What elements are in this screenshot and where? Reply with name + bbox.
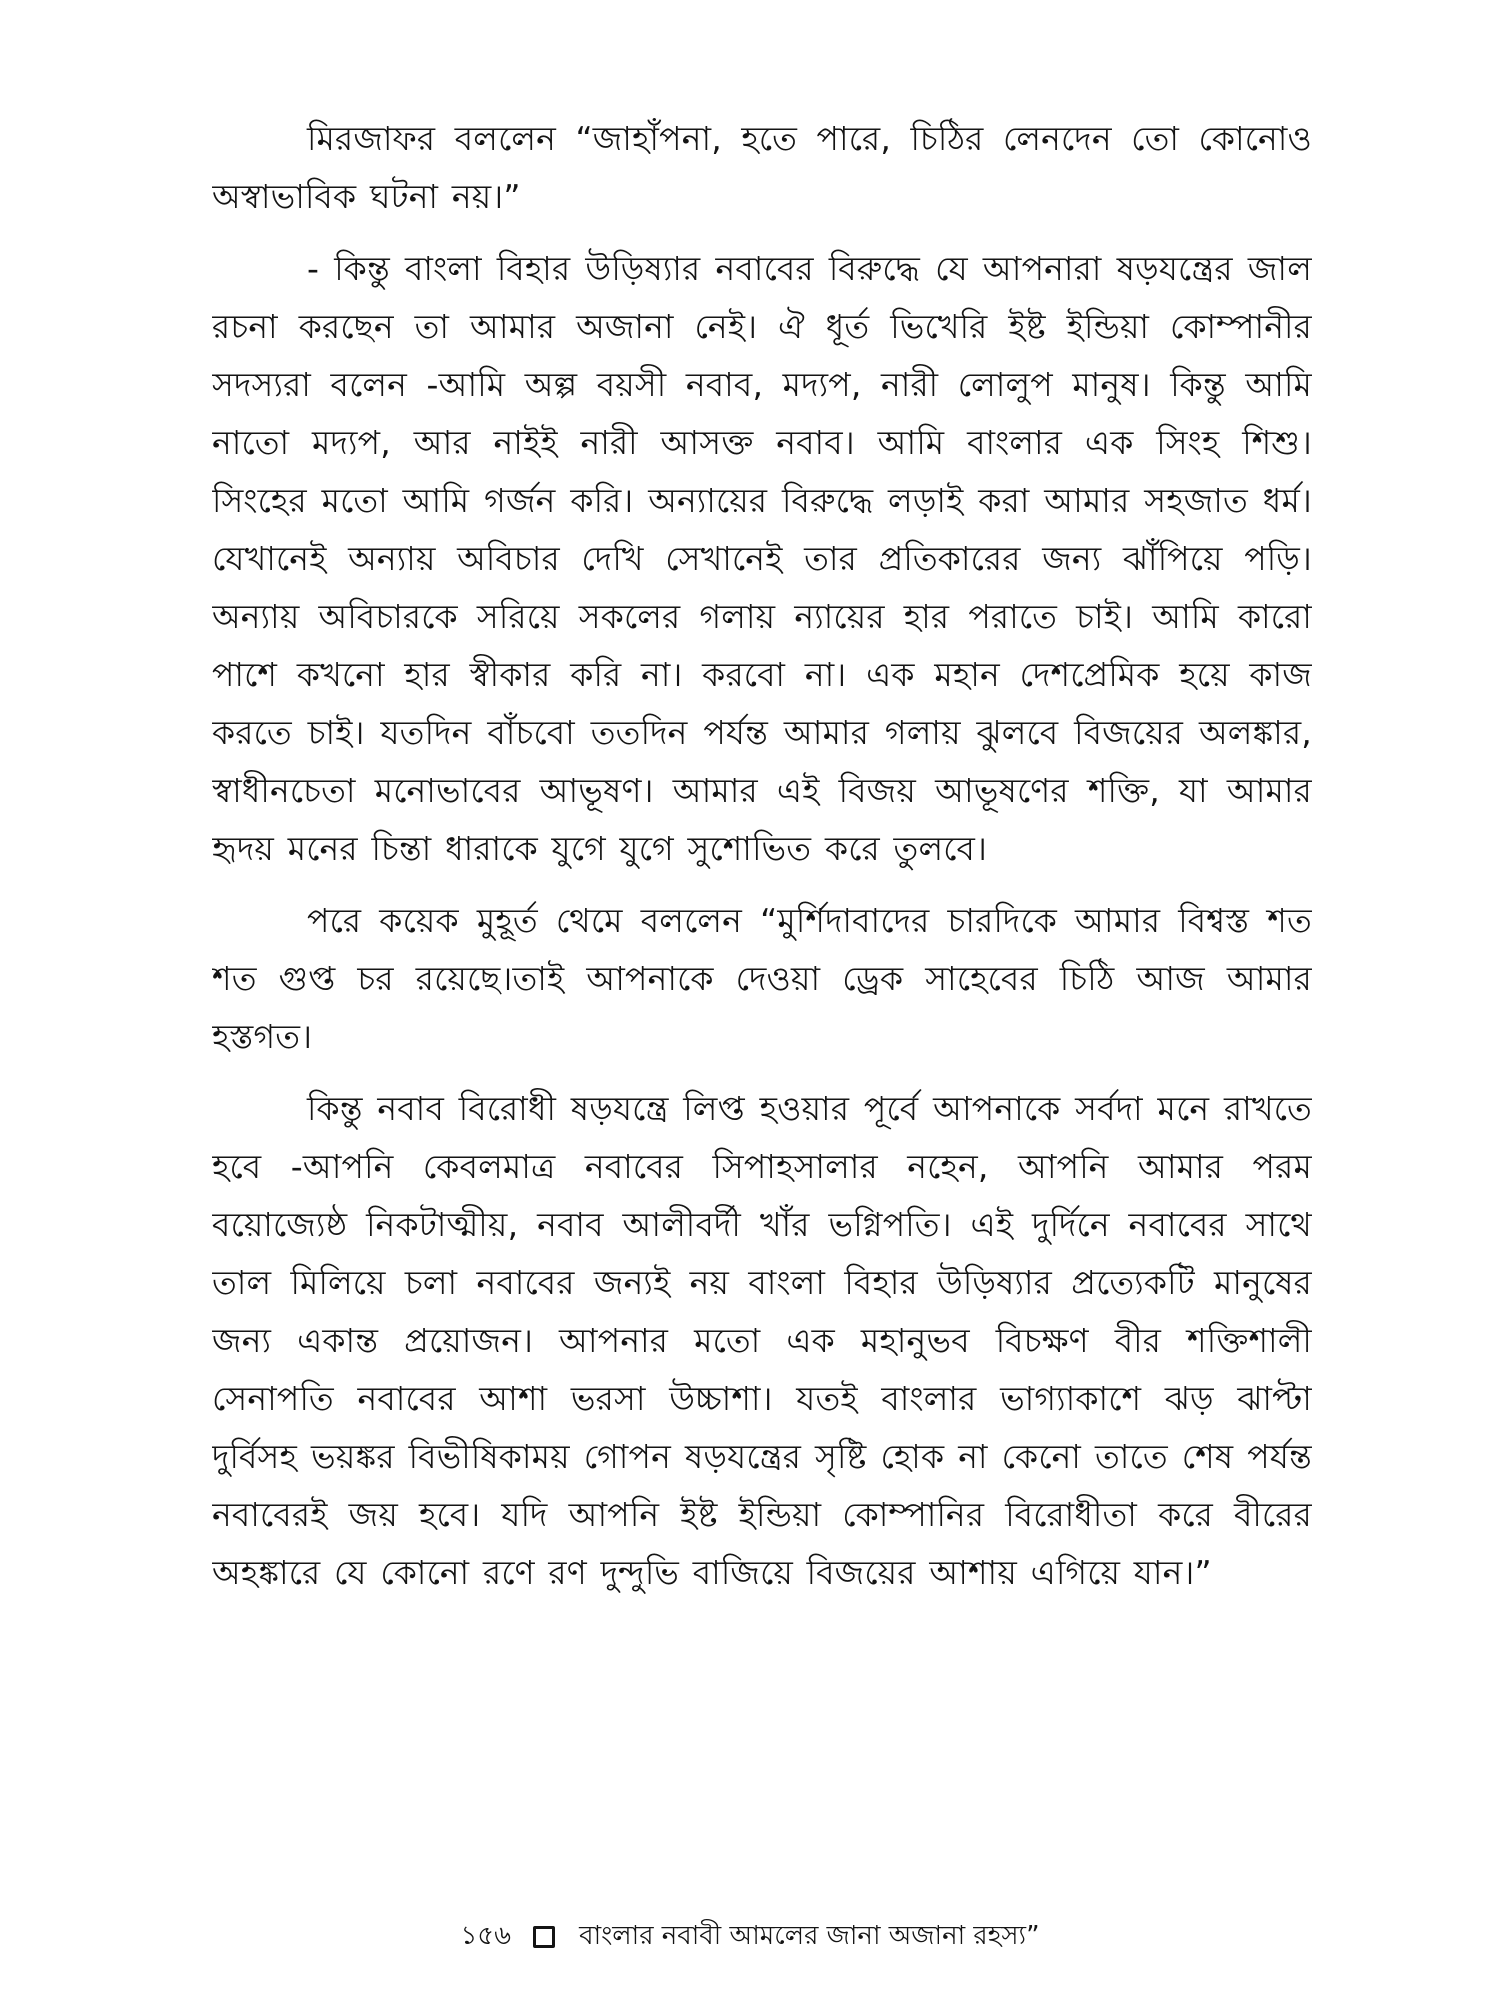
paragraph-1: মিরজাফর বললেন “জাহাঁপনা, হতে পারে, চিঠির লেনদেন তো কোনোও অস্বাভাবিক ঘটনা নয়।” (212, 119, 1312, 216)
paragraph-2: - কিন্তু বাংলা বিহার উড়িষ্যার নবাবের বিরুদ্ধে যে আপনারা ষড়যন্ত্রের জাল রচনা করছেন তা আমার অজানা নেই। ঐ ধূর্ত ভিখেরি ইষ্ট ইন্ডিয়া কোম্পানীর সদস্যরা বলেন -আমি অল্প বয়সী নবাব, মদ্যপ, নারী লোলুপ মানুষ। কিন্তু আমি নাতো মদ্যপ, আর নাইই নারী আসক্ত নবাব। আমি বাংলার এক সিংহ শিশু। সিংহের মতো আমি গর্জন করি। অন্যায়ের বিরুদ্ধে লড়াই করা আমার সহজাত ধর্ম। যেখানেই অন্যায় অবিচার দেখি সেখানেই তার প্রতিকারের জন্য ঝাঁপিয়ে পড়ি। অন্যায় অবিচারকে সরিয়ে সকলের গলায় ন্যায়ের হার পরাতে চাই। আমি কারো পাশে কখনো হার স্বীকার করি না। করবো না। এক মহান দেশপ্রেমিক হয়ে কাজ করতে চাই। যতদিন বাঁচবো ততদিন পর্যন্ত আমার গলায় ঝুলবে বিজয়ের অলঙ্কার, স্বাধীনচেতা মনোভাবের আভূষণ। আমার এই বিজয় আভূষণের শক্তি, যা আমার হৃদয় মনের চিন্তা ধারাকে যুগে যুগে সুশোভিত করে তুলবে। (212, 249, 1312, 868)
paragraph-3: পরে কয়েক মুহূর্ত থেমে বললেন “মুর্শিদাবাদের চারদিকে আমার বিশ্বস্ত শত শত গুপ্ত চর রয়েছে।তাই আপনাকে দেওয়া ড্রেক সাহেবের চিঠি আজ আমার হস্তগত। (212, 901, 1312, 1056)
page-number: ১৫৬ (460, 1921, 512, 1951)
square-box-icon (533, 1926, 555, 1948)
book-title: বাংলার নবাবী আমলের জানা অজানা রহস্য” (579, 1921, 1040, 1951)
body-text (212, 110, 1312, 1770)
page-footer (0, 1915, 1500, 1959)
paragraph-4: কিন্তু নবাব বিরোধী ষড়যন্ত্রে লিপ্ত হওয়ার পূর্বে আপনাকে সর্বদা মনে রাখতে হবে -আপনি কেবলমাত্র নবাবের সিপাহসালার নহেন, আপনি আমার পরম বয়োজ্যেষ্ঠ নিকটাত্মীয়, নবাব আলীবর্দী খাঁর ভগ্নিপতি। এই দুর্দিনে নবাবের সাথে তাল মিলিয়ে চলা নবাবের জন্যই নয় বাংলা বিহার উড়িষ্যার প্রত্যেকটি মানুষের জন্য একান্ত প্রয়োজন। আপনার মতো এক মহানুভব বিচক্ষণ বীর শক্তিশালী সেনাপতি নবাবের আশা ভরসা উচ্চাশা। যতই বাংলার ভাগ্যাকাশে ঝড় ঝাপ্টা দুর্বিসহ ভয়ঙ্কর বিভীষিকাময় গোপন ষড়যন্ত্রের সৃষ্টি হোক না কেনো তাতে শেষ পর্যন্ত নবাবেরই জয় হবে। যদি আপনি ইষ্ট ইন্ডিয়া কোম্পানির বিরোধীতা করে বীরের অহঙ্কারে যে কোনো রণে রণ দুন্দুভি বাজিয়ে বিজয়ের আশায় এগিয়ে যান।” (212, 1089, 1312, 1592)
